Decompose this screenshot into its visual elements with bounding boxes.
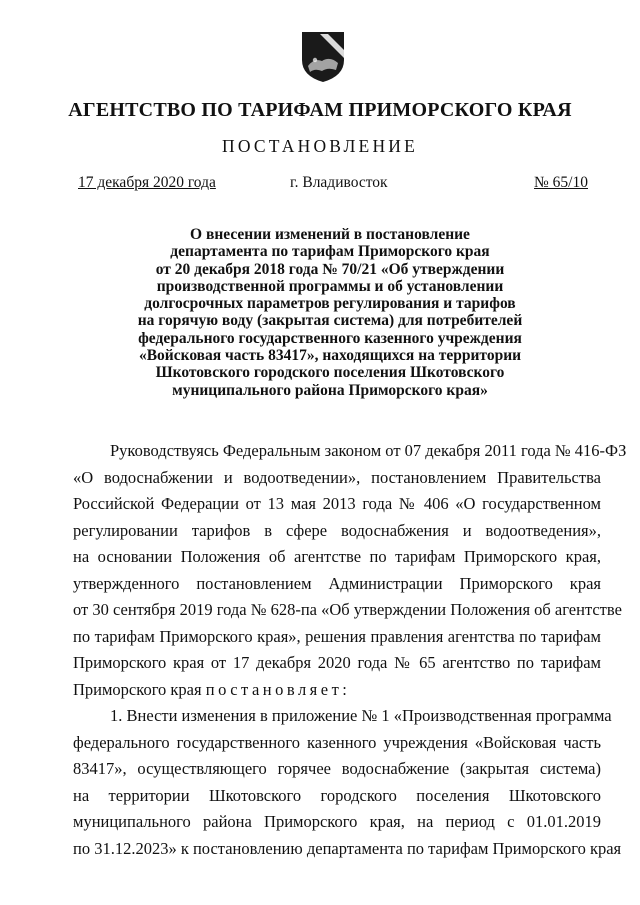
title-line: муниципального района Приморского края» xyxy=(172,381,488,399)
body-line: 83417», осуществляющего горячее водоснабжение (закрытая система) xyxy=(73,759,601,778)
body-line: федерального государственного казенного учреждения «Войсковая часть xyxy=(73,732,601,752)
body-line xyxy=(73,677,601,704)
body-line: от 30 сентября 2019 года № 628-па «Об утверждении Положения об агентстве xyxy=(73,600,622,619)
title-line: Шкотовского городского поселения Шкотовского xyxy=(155,364,505,382)
body-line: «О водоснабжении и водоотведении», постановлением Правительства xyxy=(73,467,601,487)
title-line: от 20 декабря 2018 года № 70/21 «Об утверждении xyxy=(155,260,505,278)
body-line: Руководствуясь Федеральным законом от 07 декабря 2011 года № 416-ФЗ xyxy=(110,441,627,460)
resolves-word: постановляет: xyxy=(205,679,351,699)
title-line: на горячую воду (закрытая система) для потребителей xyxy=(137,312,523,330)
document-city: г. Владивосток xyxy=(290,174,388,191)
title-line: долгосрочных параметров регулирования и тарифов xyxy=(144,295,516,313)
body-line: Российской Федерации от 13 мая 2013 года № 406 «О государственном xyxy=(73,494,601,513)
body-line: на территории Шкотовского городского поселения Шкотовского xyxy=(73,785,601,805)
title-line: производственной программы и об установлении xyxy=(156,277,504,295)
body-line: муниципального района Приморского края, на период с 01.01.2019 xyxy=(73,812,601,831)
document-body xyxy=(73,438,627,862)
document-type: ПОСТАНОВЛЕНИЕ xyxy=(221,136,419,156)
title-line: «Войсковая часть 83417», находящихся на территории xyxy=(138,347,522,365)
body-line: по 31.12.2023» к постановлению департамента по тарифам Приморского края xyxy=(73,838,622,858)
body-line: по тарифам Приморского края», решения правления агентства по тарифам xyxy=(73,626,601,646)
body-text: Приморского края xyxy=(73,679,206,699)
title-line: департамента по тарифам Приморского края xyxy=(170,243,490,261)
document-date: 17 декабря 2020 года xyxy=(78,174,216,191)
document-title xyxy=(90,226,570,399)
body-line: 1. Внести изменения в приложение № 1 «Производственная программа xyxy=(110,706,612,725)
document-number: № 65/10 xyxy=(534,174,588,191)
title-line: О внесении изменений в постановление xyxy=(190,226,470,243)
body-line: утвержденного постановлением Администрации Приморского края xyxy=(73,573,601,593)
agency-name: АГЕНТСТВО ПО ТАРИФАМ ПРИМОРСКОГО КРАЯ xyxy=(68,99,572,121)
body-line: регулировании тарифов в сфере водоснабжения и водоотведения», xyxy=(73,520,601,540)
body-line: на основании Положения об агентстве по тарифам Приморского края, xyxy=(73,547,601,566)
body-line: Приморского края от 17 декабря 2020 года № 65 агентство по тарифам xyxy=(73,653,601,672)
title-line: федерального государственного казенного учреждения xyxy=(138,329,522,347)
coat-of-arms-icon xyxy=(300,30,346,84)
